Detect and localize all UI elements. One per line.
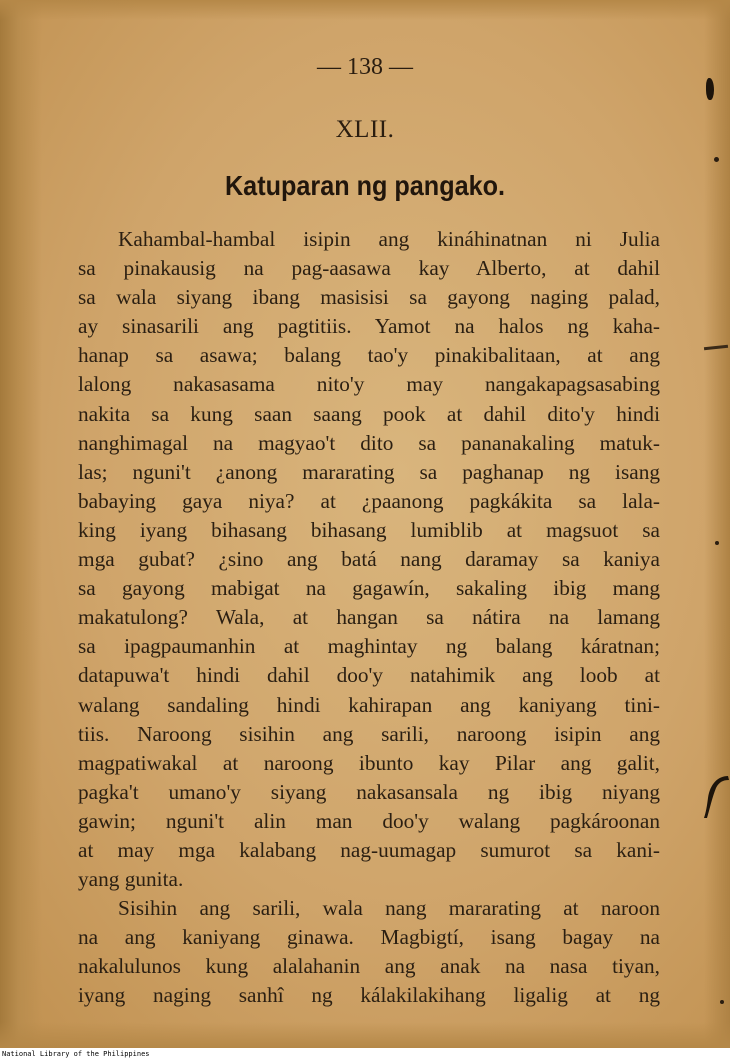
text-line: Sisihin ang sarili, wala nang mararating at naroon <box>118 896 660 921</box>
chapter-number: XLII. <box>335 116 395 143</box>
text-line: tiis. Naroong sisihin ang sarili, naroong isipin ang <box>78 721 660 746</box>
text-line: las; nguni't ¿anong mararating sa paghanap ng isang <box>78 459 660 484</box>
text-line: nakita sa kung saan saang pook at dahil dito'y hindi <box>78 401 660 426</box>
text-line: iyang naging sanhî ng kálakilakihang ligalig at ng <box>78 983 660 1008</box>
text-line: sa pinakausig na pag-aasawa kay Alberto, at dahil <box>78 256 660 281</box>
text-line: makatulong? Wala, at hangan sa nátira na lamang <box>78 605 660 630</box>
ink-dot-mark <box>715 541 719 545</box>
page-bottom-shadow <box>0 1022 730 1048</box>
page-top-shadow <box>0 0 730 20</box>
text-line: mga gubat? ¿sino ang batá nang daramay sa kaniya <box>78 547 660 572</box>
library-watermark: National Library of the Philippines <box>2 1050 150 1058</box>
text-line: gawin; nguni't alin man doo'y walang pagkároonan <box>78 808 660 833</box>
ink-dot-mark <box>720 1000 724 1004</box>
ink-dot-mark <box>714 157 719 162</box>
text-line: walang sandaling hindi kahirapan ang kaniyang tini- <box>78 692 660 717</box>
page-number: — 138 — <box>317 54 413 80</box>
text-line: nanghimagal na magyao't dito sa pananakaling matuk- <box>78 430 660 455</box>
text-line: king iyang bihasang bihasang lumiblib at magsuot sa <box>78 517 660 542</box>
body-text <box>78 225 660 1011</box>
text-line: at may mga kalabang nag-uumagap sumurot sa kani- <box>78 837 660 862</box>
text-line: sa wala siyang ibang masisisi sa gayong naging palad, <box>78 285 660 310</box>
text-line: ay sinasarili ang pagtitiis. Yamot na halos ng kaha- <box>78 314 660 339</box>
text-line: babaying gaya niya? at ¿paanong pagkákita sa lala- <box>78 488 660 513</box>
text-line: hanap sa asawa; balang tao'y pinakibalitaan, at ang <box>78 343 660 368</box>
text-line: nakalulunos kung alalahanin ang anak na nasa tiyan, <box>78 954 660 979</box>
text-line: na ang kaniyang ginawa. Magbigtí, isang bagay na <box>78 925 660 950</box>
ink-drop-mark <box>706 78 714 100</box>
text-line: pagka't umano'y siyang nakasansala ng ibig niyang <box>78 779 660 804</box>
text-line: magpatiwakal at naroong ibunto kay Pilar ang galit, <box>78 750 660 775</box>
text-line: datapuwa't hindi dahil doo'y natahimik ang loob at <box>78 663 660 688</box>
text-line: Kahambal-hambal isipin ang kináhinatnan ni Julia <box>118 227 660 251</box>
ink-swoosh-mark <box>700 772 730 822</box>
text-line: yang gunita. <box>78 867 184 892</box>
page-left-shadow <box>0 0 42 1048</box>
text-line: sa ipagpaumanhin at maghintay ng balang káratnan; <box>78 634 660 659</box>
text-line: sa gayong mabigat na gagawín, sakaling ibig mang <box>78 576 660 601</box>
chapter-title: Katuparan ng pangako. <box>224 170 506 201</box>
text-line: lalong nakasasama nito'y may nangakapagsasabing <box>78 372 660 397</box>
